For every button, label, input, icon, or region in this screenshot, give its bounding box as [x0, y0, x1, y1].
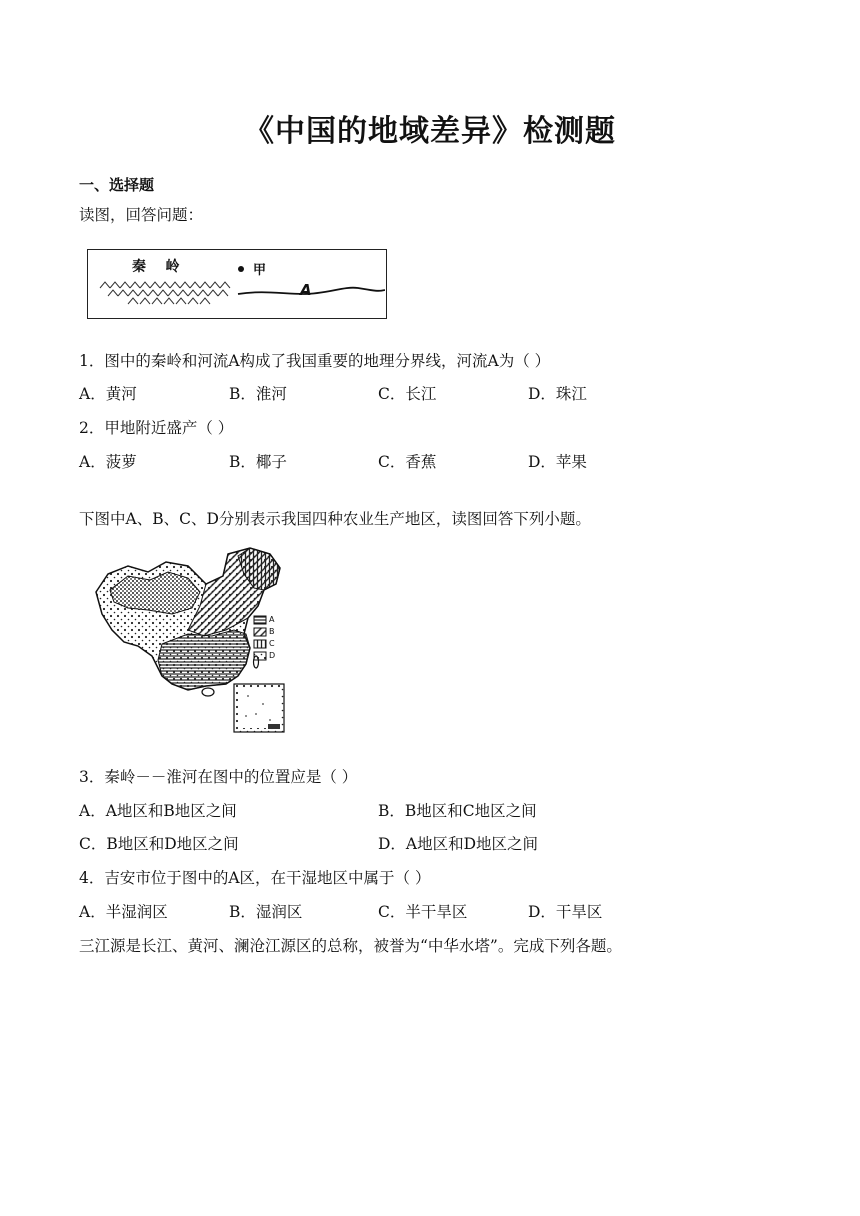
intro-text-2: 下图中A、B、C、D分别表示我国四种农业生产地区，读图回答下列小题。	[79, 510, 591, 528]
q1-option-b: B．淮河	[229, 385, 287, 403]
section-heading: 一、选择题	[79, 176, 155, 194]
qinling-river-figure	[87, 249, 387, 319]
q3-option-b: B．B地区和C地区之间	[378, 802, 537, 820]
intro-text-3: 三江源是长江、黄河、澜沧江源区的总称，被誉为“中华水塔”。完成下列各题。	[79, 937, 622, 955]
intro-text-1: 读图，回答问题：	[79, 206, 204, 224]
river-label: A	[300, 281, 312, 299]
q2-option-b: B．椰子	[229, 453, 287, 471]
page-title: 《中国的地域差异》检测题	[244, 114, 616, 149]
point-label: 甲	[253, 263, 267, 278]
q4-option-b: B．湿润区	[229, 903, 303, 921]
q2-option-c: C．香蕉	[378, 453, 437, 471]
legend-label-a: A	[269, 615, 275, 624]
q1-option-d: D．珠江	[528, 385, 587, 403]
q4-option-a: A．半湿润区	[79, 903, 168, 921]
q3-option-d: D．A地区和D地区之间	[378, 835, 539, 853]
q2-option-d: D．苹果	[528, 453, 587, 471]
mountain-label: 秦 岭	[132, 259, 180, 275]
q1-option-c: C．长江	[378, 385, 437, 403]
q3-option-a: A．A地区和B地区之间	[79, 802, 237, 820]
china-agriculture-map	[88, 544, 298, 734]
q2-option-a: A．菠萝	[79, 453, 137, 471]
q1-option-a: A．黄河	[79, 385, 137, 403]
question-3-stem: 3．秦岭－－淮河在图中的位置应是（ ）	[79, 768, 358, 786]
q3-option-c: C．B地区和D地区之间	[79, 835, 239, 853]
q4-option-c: C．半干旱区	[378, 903, 468, 921]
question-2-stem: 2．甲地附近盛产（ ）	[79, 419, 234, 437]
legend-label-d: D	[269, 651, 276, 660]
legend-label-c: C	[269, 639, 275, 648]
question-1-stem: 1．图中的秦岭和河流A构成了我国重要的地理分界线，河流A为（ ）	[79, 352, 551, 370]
question-4-stem: 4．吉安市位于图中的A区，在干湿地区中属于（ ）	[79, 869, 431, 887]
legend-label-b: B	[269, 627, 275, 636]
q4-option-d: D．干旱区	[528, 903, 603, 921]
